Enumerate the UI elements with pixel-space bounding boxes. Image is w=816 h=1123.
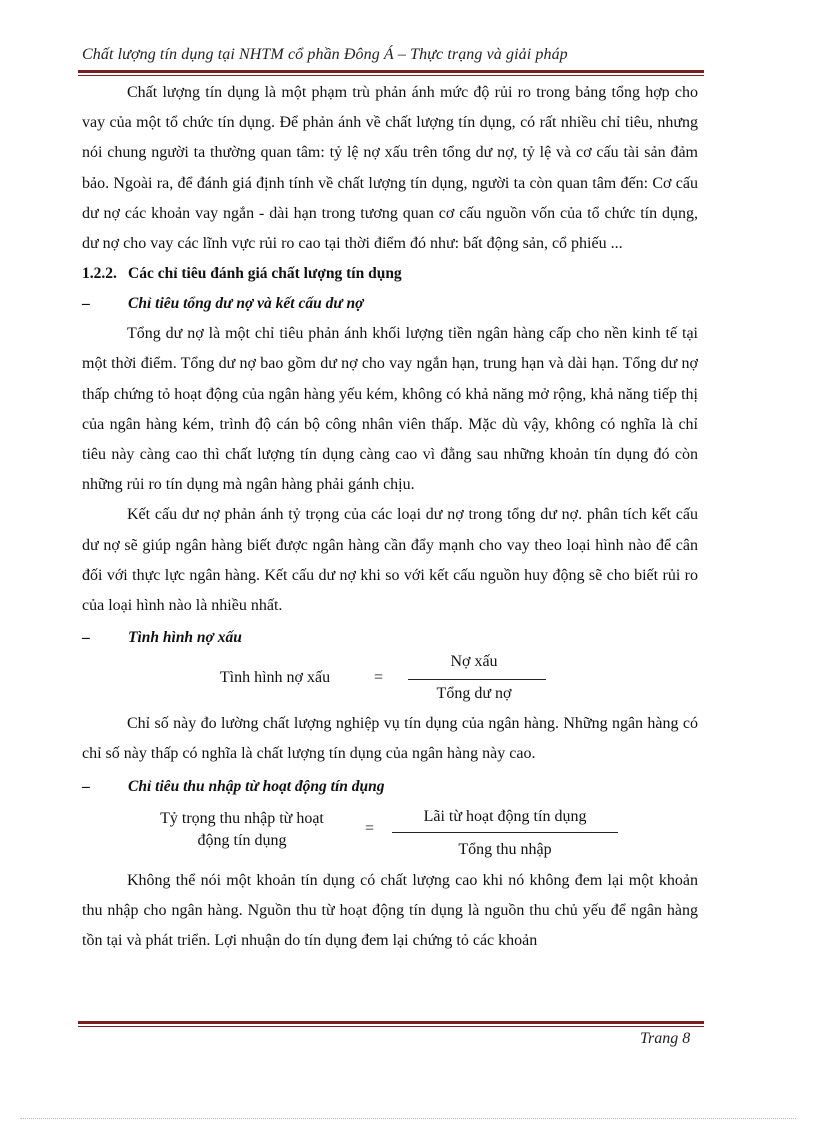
intro-paragraph: Chất lượng tín dụng là một phạm trù phản ánh mức độ rủi ro trong bảng tổng hợp cho vay của một tổ chức tín dụng. Để phản ánh về chất lượng tín dụng, có rất nhiều chỉ tiêu, nhưng nói chung người ta thường quan tâm: tỷ lệ nợ xấu trên tổng dư nợ, tỷ lệ và cơ cấu tài sản đảm bảo. Ngoài ra, để đánh giá định tính về chất lượng tín dụng, người ta còn quan tâm đến: Cơ cấu dư nợ các khoản vay ngắn - dài hạn trong tương quan cơ cấu nguồn vốn của tổ chức tín dụng, dư nợ cho vay các lĩnh vực rủi ro cao tại thời điểm đó như: bất động sản, cổ phiếu ... (82, 84, 698, 253)
section-title: Các chỉ tiêu đánh giá chất lượng tín dụng (128, 265, 402, 283)
bullet-dash: – (82, 777, 90, 795)
formula-lhs-line2: động tín dụng (197, 831, 287, 849)
footer-rule (78, 1021, 704, 1027)
bullet-dash: – (82, 295, 90, 313)
formula-thu-nhap (82, 808, 698, 866)
formula-denominator: Tổng thu nhập (458, 840, 552, 858)
page-body (82, 78, 698, 956)
bullet-heading-no-xau (82, 623, 698, 653)
formula-equals: = (365, 819, 375, 837)
bullet-heading-tong-du-no (82, 289, 698, 319)
formula-no-xau (82, 653, 698, 709)
formula-denominator: Tổng dư nợ (436, 685, 512, 703)
formula-lhs (142, 808, 342, 852)
ket-cau-paragraph: Kết cấu dư nợ phản ánh tỷ trọng của các loại dư nợ trong tổng dư nợ. phân tích kết cấu dư nợ sẽ giúp ngân hàng biết được ngân hàng cần đẩy mạnh cho vay theo loại hình nào để cân đối với thực lực ngân hàng. Kết cấu dư nợ khi so với kết cấu nguồn huy động sẽ cho biết rủi ro của loại hình nào là nhiều nhất. (82, 506, 698, 615)
bullet-title: Chỉ tiêu tổng dư nợ và kết cấu dư nợ (128, 295, 364, 313)
running-header: Chất lượng tín dụng tại NHTM cổ phần Đông Á – Thực trạng và giải pháp (82, 46, 568, 63)
thu-nhap-paragraph: Không thể nói một khoản tín dụng có chất lượng cao khi nó không đem lại một khoản thu nhập cho ngân hàng. Nguồn thu từ hoạt động tín dụng là nguồn thu chủ yếu để ngân hàng tồn tại và phát triển. Lợi nhuận do tín dụng đem lại chứng tỏ các khoản (82, 871, 698, 950)
fraction-bar (408, 679, 546, 680)
fraction-bar (392, 832, 618, 833)
section-number: 1.2.2. (82, 265, 117, 283)
formula-lhs: Tình hình nợ xấu (219, 669, 331, 687)
no-xau-explain-paragraph: Chỉ số này đo lường chất lượng nghiệp vụ tín dụng của ngân hàng. Những ngân hàng có chỉ số này thấp có nghĩa là chất lượng tín dụng của ngân hàng này cao. (82, 715, 698, 763)
section-heading (82, 259, 698, 289)
formula-numerator: Lãi từ hoạt động tín dụng (423, 807, 587, 825)
bullet-title: Chỉ tiêu thu nhập từ hoạt động tín dụng (128, 777, 385, 795)
tong-du-no-paragraph: Tổng dư nợ là một chỉ tiêu phản ánh khối lượng tiền ngân hàng cấp cho nền kinh tế tại một thời điểm. Tổng dư nợ bao gồm dư nợ cho vay ngắn hạn, trung hạn và dài hạn. Tổng dư nợ thấp chứng tỏ hoạt động của ngân hàng yếu kém, không có khả năng mở rộng, khả năng tiếp thị của ngân hàng kém, trình độ cán bộ công nhân viên thấp. Mặc dù vậy, không có nghĩa là chỉ tiêu này càng cao thì chất lượng tín dụng càng cao vì đằng sau những khoản tín dụng đó còn những rủi ro tín dụng mà ngân hàng phải gánh chịu. (82, 325, 698, 494)
header-rule (78, 70, 704, 76)
page-edge-divider (20, 1118, 796, 1119)
page-number: Trang 8 (640, 1030, 691, 1047)
formula-lhs-line1: Tỷ trọng thu nhập từ hoạt (160, 809, 324, 827)
formula-equals: = (374, 669, 384, 687)
bullet-title: Tình hình nợ xấu (128, 629, 242, 647)
bullet-heading-thu-nhap (82, 772, 698, 802)
formula-numerator: Nợ xấu (450, 653, 498, 671)
bullet-dash: – (82, 629, 90, 647)
